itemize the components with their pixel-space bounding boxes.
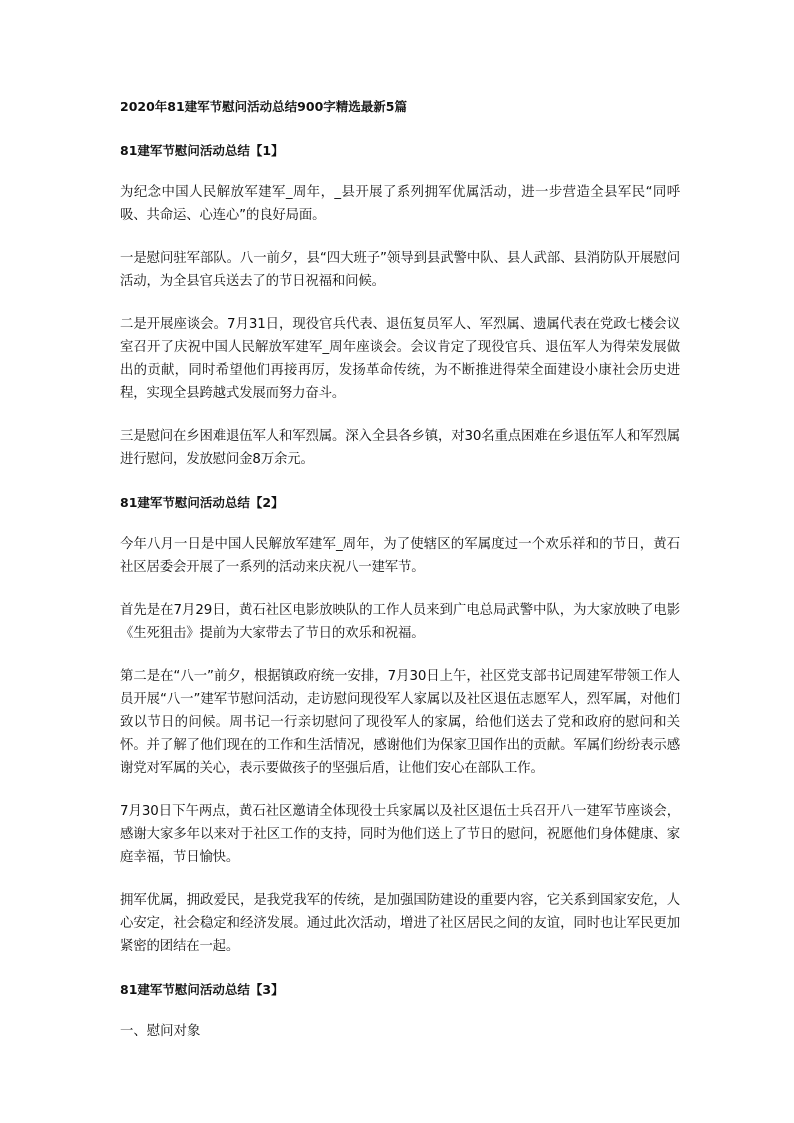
paragraph: 为纪念中国人民解放军建军_周年，_县开展了系列拥军优属活动，进一步营造全县军民“同呼吸、共命运、心连心”的良好局面。 [120,185,680,223]
paragraph: 今年八月一日是中国人民解放军建军_周年，为了使辖区的军属度过一个欢乐祥和的节日，黄石社区居委会开展了一系列的活动来庆祝八一建军节。 [120,537,680,575]
section-3 [120,978,680,1043]
paragraph: 二是开展座谈会。7月31日，现役官兵代表、退伍复员军人、军烈属、遗属代表在党政七楼会议室召开了庆祝中国人民解放军建军_周年座谈会。会议肯定了现役官兵、退伍军人为得荣发展做出的贡献，同时希望他们再接再厉，发扬革命传统，为不断推进得荣全面建设小康社会历史进程，实现全县跨越式发展而努力奋斗。 [120,317,680,401]
paragraph: 首先是在7月29日，黄石社区电影放映队的工作人员来到广电总局武警中队，为大家放映了电影《生死狙击》提前为大家带去了节日的欢乐和祝福。 [120,603,680,641]
paragraph: 7月30日下午两点，黄石社区邀请全体现役士兵家属以及社区退伍士兵召开八一建军节座谈会，感谢大家多年以来对于社区工作的支持，同时为他们送上了节日的慰问，祝愿他们身体健康、家庭幸福，节日愉快。 [120,804,680,865]
section-heading: 81建军节慰问活动总结【3】 [120,982,284,997]
paragraph: 第二是在“八一”前夕，根据镇政府统一安排，7月30日上午，社区党支部书记周建军带领工作人员开展“八一”建军节慰问活动，走访慰问现役军人家属以及社区退伍志愿军人，烈军属，对他们致以节日的问候。周书记一行亲切慰问了现役军人的家属，给他们送去了党和政府的慰问和关怀。并了解了他们现在的工作和生活情况，感谢他们为保家卫国作出的贡献。军属们纷纷表示感谢党对军属的关心，表示要做孩子的坚强后盾，让他们安心在部队工作。 [120,669,680,776]
section-2 [120,491,680,958]
section-heading: 81建军节慰问活动总结【1】 [120,143,284,158]
document-page [120,95,680,1043]
subsection-heading: 一、慰问对象 [120,1024,201,1039]
paragraph: 拥军优属，拥政爱民，是我党我军的传统，是加强国防建设的重要内容，它关系到国家安危，人心安定，社会稳定和经济发展。通过此次活动，增进了社区居民之间的友谊，同时也让军民更加紧密的团结在一起。 [120,893,680,954]
section-heading: 81建军节慰问活动总结【2】 [120,495,284,510]
document-title: 2020年81建军节慰问活动总结900字精选最新5篇 [120,99,407,114]
paragraph: 一是慰问驻军部队。八一前夕，县“四大班子”领导到县武警中队、县人武部、县消防队开展慰问活动，为全县官兵送去了的节日祝福和问候。 [120,251,680,289]
paragraph: 三是慰问在乡困难退伍军人和军烈属。深入全县各乡镇，对30名重点困难在乡退伍军人和军烈属进行慰问，发放慰问金8万余元。 [120,429,680,467]
section-1 [120,139,680,471]
